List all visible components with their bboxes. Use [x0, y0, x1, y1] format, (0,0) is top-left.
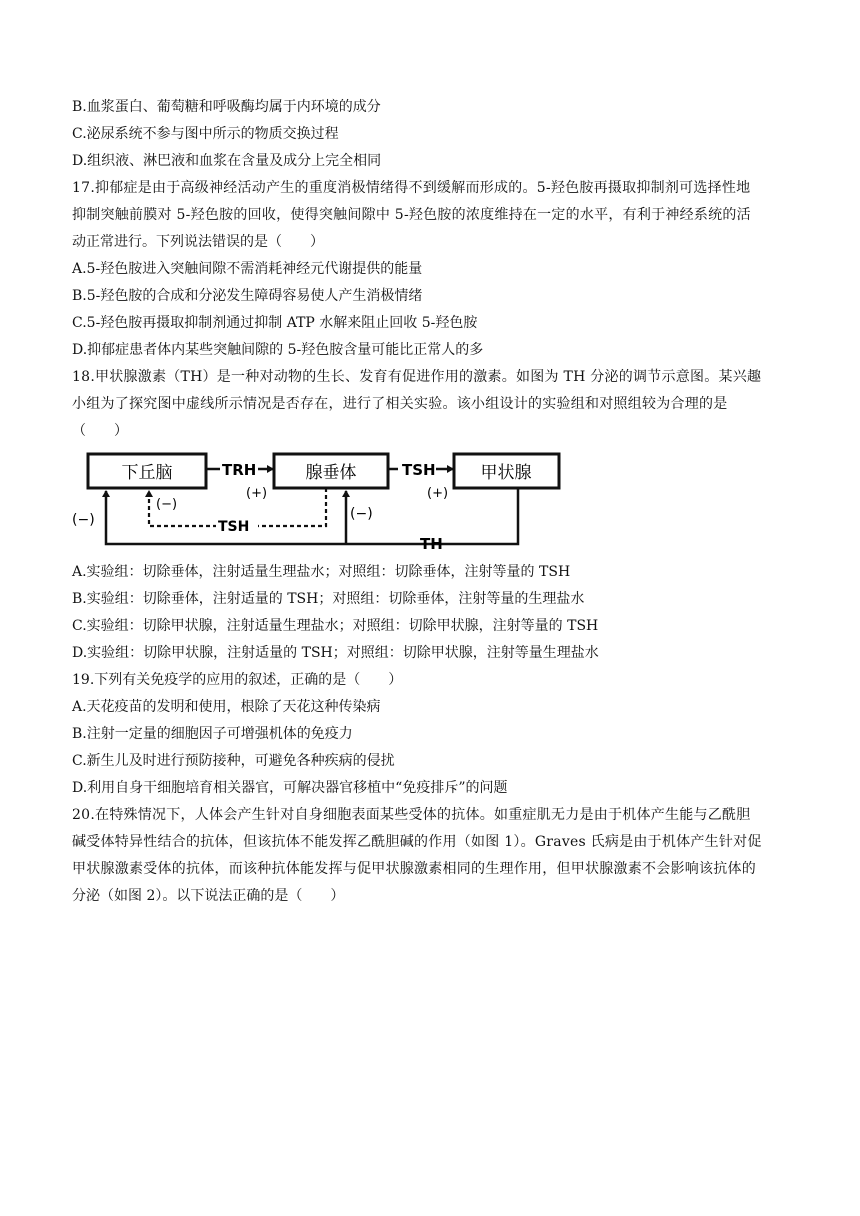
- q19-option-c: C.新生儿及时进行预防接种，可避免各种疾病的侵扰: [72, 753, 395, 769]
- tsh-dashed-label: TSH: [218, 519, 250, 535]
- q19-option-a: A.天花疫苗的发明和使用，根除了天花这种传染病: [72, 699, 381, 715]
- q20-stem-line-4: 分泌（如图 2）。以下说法正确的是（ ）: [72, 888, 345, 904]
- q16-option-b: B.血浆蛋白、葡萄糖和呼吸酶均属于内环境的成分: [72, 99, 381, 115]
- th-label: TH: [420, 535, 443, 553]
- q18-option-b: B.实验组：切除垂体，注射适量的 TSH；对照组：切除垂体，注射等量的生理盐水: [72, 591, 585, 607]
- q17-stem-line-1: 17.抑郁症是由于高级神经活动产生的重度消极情绪得不到缓解而形成的。5-羟色胺再摄取抑制剂可选择性地: [72, 180, 751, 196]
- q17-option-c: C.5-羟色胺再摄取抑制剂通过抑制 ATP 水解来阻止回收 5-羟色胺: [72, 315, 478, 331]
- plus-sign-1: (+): [246, 486, 268, 501]
- q17-option-d: D.抑郁症患者体内某些突触间隙的 5-羟色胺含量可能比正常人的多: [72, 342, 484, 358]
- pituitary-label: 腺垂体: [305, 463, 357, 483]
- q19-option-b: B.注射一定量的细胞因子可增强机体的免疫力: [72, 726, 353, 742]
- trh-label: TRH: [222, 461, 257, 479]
- q17-stem-line-3: 动正常进行。下列说法错误的是（ ）: [72, 234, 324, 250]
- q17-option-a: A.5-羟色胺进入突触间隙不需消耗神经元代谢提供的能量: [72, 261, 423, 277]
- q20-stem-line-1: 20.在特殊情况下，人体会产生针对自身细胞表面某些受体的抗体。如重症肌无力是由于机体产生能与乙酰胆: [72, 807, 751, 823]
- q17-stem-line-2: 抑制突触前膜对 5-羟色胺的回收，使得突触间隙中 5-羟色胺的浓度维持在一定的水平，有利于神经系统的活: [72, 207, 751, 223]
- minus-sign-left: (−): [72, 512, 95, 528]
- q18-option-d: D.实验组：切除甲状腺，注射适量的 TSH；对照组：切除甲状腺，注射等量生理盐水: [72, 645, 599, 661]
- plus-sign-2: (+): [427, 486, 449, 501]
- hypothalamus-label: 下丘脑: [121, 463, 173, 483]
- q18-stem-line-1: 18.甲状腺激素（TH）是一种对动物的生长、发育有促进作用的激素。如图为 TH 分泌的调节示意图。某兴趣: [72, 369, 762, 385]
- minus-sign-pituitary: (−): [350, 506, 373, 522]
- q18-option-a: A.实验组：切除垂体，注射适量生理盐水；对照组：切除垂体，注射等量的 TSH: [72, 564, 571, 580]
- q20-stem-line-2: 碱受体特异性结合的抗体，但该抗体不能发挥乙酰胆碱的作用（如图 1）。Graves 氏病是由于机体产生针对促: [72, 834, 762, 850]
- q19-option-d: D.利用自身干细胞培育相关器官，可解决器官移植中“免疫排斥”的问题: [72, 780, 508, 796]
- minus-sign-dashed: (−): [156, 497, 178, 512]
- q19-stem: 19.下列有关免疫学的应用的叙述，正确的是（ ）: [72, 672, 403, 688]
- q18-stem-line-2: 小组为了探究图中虚线所示情况是否存在，进行了相关实验。该小组设计的实验组和对照组较为合理的是: [72, 396, 728, 412]
- q20-stem-line-3: 甲状腺激素受体的抗体，而该种抗体能发挥与促甲状腺激素相同的生理作用，但甲状腺激素不会影响该抗体的: [72, 861, 756, 877]
- q16-option-c: C.泌尿系统不参与图中所示的物质交换过程: [72, 126, 339, 142]
- thyroid-label: 甲状腺: [480, 463, 532, 483]
- tsh-label: TSH: [402, 461, 436, 479]
- q18-option-c: C.实验组：切除甲状腺，注射适量生理盐水；对照组：切除甲状腺，注射等量的 TSH: [72, 618, 599, 634]
- hormone-regulation-diagram: [70, 452, 570, 556]
- q17-option-b: B.5-羟色胺的合成和分泌发生障碍容易使人产生消极情绪: [72, 288, 423, 304]
- q18-stem-line-3: （ ）: [72, 423, 128, 439]
- q16-option-d: D.组织液、淋巴液和血浆在含量及成分上完全相同: [72, 153, 382, 169]
